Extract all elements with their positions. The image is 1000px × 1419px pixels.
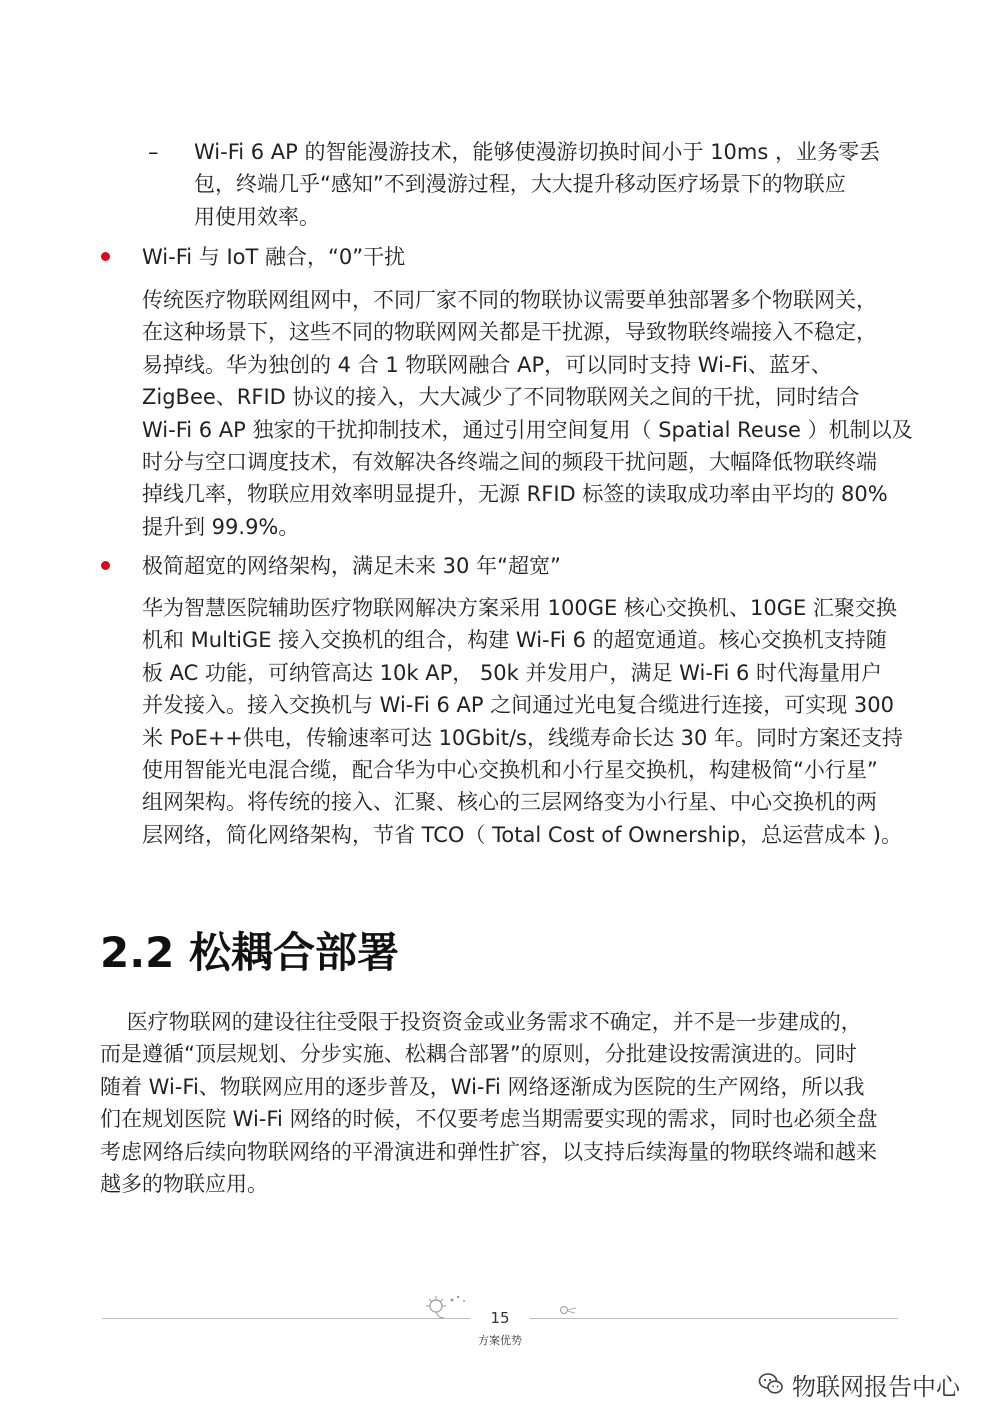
paragraph-line: 时分与空口调度技术，有效解决各终端之间的频段干扰问题，大幅降低物联终端 (142, 450, 877, 475)
iot-fusion-paragraph (142, 284, 912, 543)
paragraph-line: ZigBee、RFID 协议的接入，大大减少了不同物联网关之间的干扰，同时结合 (142, 385, 860, 410)
paragraph-line: 并发接入。接入交换机与 Wi-Fi 6 AP 之间通过光电复合缆进行连接，可实现 300 (142, 693, 894, 718)
watermark (758, 1364, 960, 1404)
bullet-title-iot-fusion: Wi-Fi 与 IoT 融合，“0”干扰 (142, 245, 406, 269)
paragraph-line: 们在规划医院 Wi-Fi 网络的时候，不仅要考虑当期需要实现的需求，同时也必须全盘 (100, 1107, 878, 1132)
footer-rule-right (530, 1318, 898, 1319)
bullet-dot-icon (101, 252, 110, 261)
paragraph-line: 用使用效率。 (194, 204, 320, 229)
paragraph-line: 华为智慧医院辅助医疗物联网解决方案采用 100GE 核心交换机、10GE 汇聚交换 (142, 596, 897, 620)
list-dash-marker: – (148, 140, 159, 164)
seed-ornament-icon (556, 1300, 582, 1320)
paragraph-line: Wi-Fi 6 AP 的智能漫游技术，能够使漫游切换时间小于 10ms ，业务零丢 (194, 140, 880, 164)
paragraph-line: 随着 Wi-Fi、物联网应用的逐步普及，Wi-Fi 网络逐渐成为医院的生产网络，所以我 (100, 1074, 865, 1099)
paragraph-line: 组网架构。将传统的接入、汇聚、核心的三层网络变为小行星、中心交换机的两 (142, 790, 877, 815)
paragraph-line: 传统医疗物联网组网中，不同厂家不同的物联协议需要单独部署多个物联网关， (142, 288, 877, 312)
paragraph-line: 易掉线。华为独创的 4 合 1 物联网融合 AP，可以同时支持 Wi-Fi、蓝牙、 (142, 352, 832, 377)
paragraph-line: 考虑网络后续向物联网络的平滑演进和弹性扩容，以支持后续海量的物联终端和越来 (100, 1139, 877, 1164)
network-architecture-paragraph (142, 592, 912, 851)
paragraph-line: 越多的物联应用。 (100, 1172, 268, 1197)
section-paragraph (100, 1006, 910, 1200)
watermark-text: 物联网报告中心 (792, 1372, 960, 1401)
paragraph-line: 包，终端几乎“感知”不到漫游过程，大大提升移动医疗场景下的物联应 (194, 172, 846, 197)
paragraph-line: 在这种场景下，这些不同的物联网网关都是干扰源，导致物联终端接入不稳定， (142, 320, 877, 345)
paragraph-line: 层网络，简化网络架构，节省 TCO（ Total Cost of Ownership，总运营成本 )。 (142, 822, 902, 847)
footer-subtitle: 方案优势 (478, 1334, 522, 1347)
paragraph-line: 医疗物联网的建设往往受限于投资资金或业务需求不确定，并不是一步建成的， (100, 1010, 862, 1034)
dandelion-ornament-icon (424, 1292, 470, 1322)
footer-rule-left (102, 1318, 470, 1319)
paragraph-line: 提升到 99.9%。 (142, 514, 300, 539)
paragraph-line: 板 AC 功能，可纳管高达 10k AP， 50k 并发用户，满足 Wi-Fi 6 时代海量用户 (142, 660, 882, 685)
paragraph-line: 而是遵循“顶层规划、分步实施、松耦合部署”的原则，分批建设按需演进的。同时 (100, 1042, 857, 1067)
bullet-title-network-architecture: 极简超宽的网络架构，满足未来 30 年“超宽” (142, 554, 561, 578)
paragraph-line: 机和 MultiGE 接入交换机的组合，构建 Wi-Fi 6 的超宽通道。核心交换机支持随 (142, 628, 887, 653)
paragraph-line: Wi-Fi 6 AP 独家的干扰抑制技术，通过引用空间复用（ Spatial Reuse ）机制以及 (142, 417, 913, 442)
paragraph-line: 掉线几率，物联应用效率明显提升，无源 RFID 标签的读取成功率由平均的 80% (142, 482, 888, 507)
bullet-dot-icon (101, 561, 110, 570)
page-number: 15 (490, 1309, 510, 1327)
roaming-paragraph (194, 136, 914, 233)
paragraph-line: 使用智能光电混合缆，配合华为中心交换机和小行星交换机，构建极简“小行星” (142, 758, 878, 783)
wechat-icon (758, 1371, 784, 1397)
section-heading: 2.2 松耦合部署 (100, 928, 400, 977)
paragraph-line: 米 PoE++供电，传输速率可达 10Gbit/s，线缆寿命长达 30 年。同时方案还支持 (142, 725, 904, 750)
